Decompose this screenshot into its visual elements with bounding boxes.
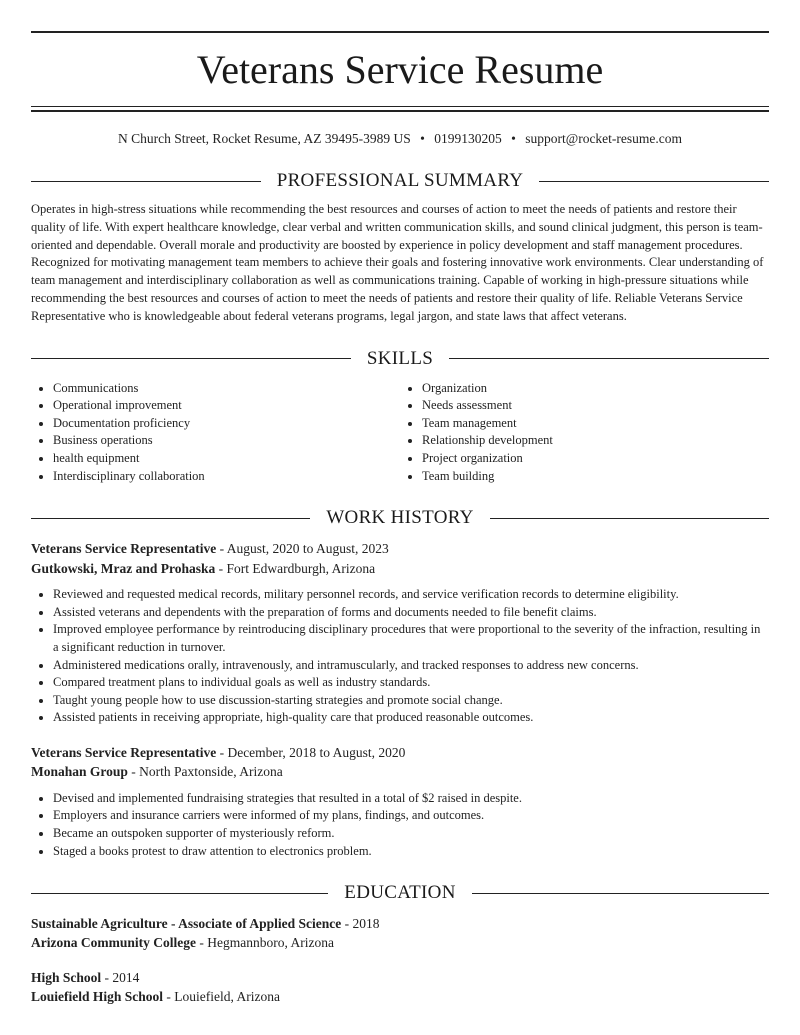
job-bullet: • Reviewed and requested medical records, military personnel records, and service verification records to determine eligibility. — [53, 586, 769, 604]
education-location: - Hegmannboro, Arizona — [195, 935, 334, 951]
skill-item: • Organization — [422, 380, 769, 398]
contact-phone: 0199130205 — [434, 131, 502, 146]
section-heading-education — [31, 882, 769, 904]
skills-list — [31, 380, 769, 486]
job-title: Veterans Service Representative — [31, 541, 217, 557]
job-bullet: • Compared treatment plans to individual goals as well as industry standards. — [53, 674, 769, 692]
skills-column-right — [400, 380, 769, 486]
job-bullets — [31, 586, 769, 727]
skill-item: • Relationship development — [422, 432, 769, 450]
job-bullet: • Became an outspoken supporter of mysteriously reform. — [53, 825, 769, 843]
job-entry — [31, 743, 769, 860]
heading-rule-left — [31, 181, 261, 182]
job-bullet: • Assisted patients in receiving appropriate, high-quality care that produced reasonable outcomes. — [53, 709, 769, 727]
skill-item: • health equipment — [53, 450, 400, 468]
heading-rule-right — [472, 893, 769, 894]
skill-item: • Operational improvement — [53, 397, 400, 415]
contact-separator: • — [420, 131, 425, 146]
job-company-line — [31, 762, 769, 782]
heading-rule-right — [449, 358, 769, 359]
job-bullet: • Assisted veterans and dependents with the preparation of forms and documents needed to file benefit claims. — [53, 604, 769, 622]
education-degree-line — [31, 968, 769, 987]
heading-rule-right — [490, 518, 769, 519]
top-rule — [31, 31, 769, 33]
job-bullet: • Devised and implemented fundraising strategies that resulted in a total of $2 raised in despite. — [53, 790, 769, 808]
skill-item: • Documentation proficiency — [53, 415, 400, 433]
education-school-line — [31, 933, 769, 952]
skill-item: • Communications — [53, 380, 400, 398]
job-bullet: • Improved employee performance by reintroducing disciplinary procedures that were proportional to the severity of the infraction, resulting in a significant reduction in turnover. — [53, 621, 769, 656]
job-location: - Fort Edwardburgh, Arizona — [215, 560, 376, 576]
education-year: - 2018 — [341, 916, 380, 932]
job-dates: - August, 2020 to August, 2023 — [216, 541, 389, 557]
section-title-skills: SKILLS — [366, 347, 434, 369]
education-degree-line — [31, 914, 769, 933]
skill-item: • Team building — [422, 468, 769, 486]
education-school: Arizona Community College — [31, 935, 196, 951]
job-company: Gutkowski, Mraz and Prohaska — [31, 560, 216, 576]
education-degree: Sustainable Agriculture - Associate of Applied Science — [31, 916, 342, 932]
job-entry — [31, 539, 769, 727]
education-degree: High School — [31, 970, 102, 986]
section-heading-summary — [31, 170, 769, 192]
summary-text: Operates in high-stress situations while recommending the best resources and courses of action to meet the needs of patients and restore their quality of life. With expert healthcare knowledge, clear verbal and written communication skills, and sound clinical judgment, this person is team-oriented and dependable. Overall morale and productivity are boosted by experience in policy development and staff management procedures. Recognized for motivating management team members to achieve their goals and fostering innovative work environments. Clear understanding of team management and interdisciplinary collaboration as well as communications training. Capable of working in high-pressure situations while recommending the best resources and courses of action to meet the needs of patients and restore their quality of life. Reliable Veterans Service Representative who is knowledgeable about federal veterans programs, legal jargon, and state laws that affect veterans. — [31, 202, 764, 323]
skill-item: • Team management — [422, 415, 769, 433]
job-title-line — [31, 539, 769, 559]
education-school: Louiefield High School — [31, 989, 164, 1005]
contact-separator: • — [511, 131, 516, 146]
job-company: Monahan Group — [31, 764, 128, 780]
heading-rule-right — [539, 181, 769, 182]
skills-column-left — [31, 380, 400, 486]
education-year: - 2014 — [101, 970, 140, 986]
section-heading-skills — [31, 348, 769, 370]
heading-rule-left — [31, 518, 310, 519]
job-location: - North Paxtonside, Arizona — [127, 764, 283, 780]
job-bullets — [31, 790, 769, 860]
job-bullet: • Taught young people how to use discussion-starting strategies and promote social change. — [53, 692, 769, 710]
skill-item: • Business operations — [53, 432, 400, 450]
contact-line — [31, 130, 769, 148]
job-bullet: • Administered medications orally, intravenously, and intramuscularly, and tracked responses to address new concerns. — [53, 657, 769, 675]
section-title-education: EDUCATION — [344, 882, 456, 904]
education-entry — [31, 914, 769, 952]
education-school-line — [31, 987, 769, 1006]
job-bullet: • Staged a books protest to draw attention to electronics problem. — [53, 843, 769, 861]
job-dates: - December, 2018 to August, 2020 — [216, 744, 406, 760]
section-title-summary: PROFESSIONAL SUMMARY — [276, 170, 524, 191]
skill-item: • Needs assessment — [422, 397, 769, 415]
contact-email: support@rocket-resume.com — [525, 131, 683, 146]
section-title-work: WORK HISTORY — [326, 507, 474, 529]
resume-title: Veterans Service Resume — [196, 47, 604, 92]
section-heading-work — [31, 507, 769, 529]
education-location: - Louiefield, Arizona — [163, 989, 280, 1005]
title-double-rule — [31, 106, 769, 112]
job-title: Veterans Service Representative — [31, 744, 217, 760]
skill-item: • Project organization — [422, 450, 769, 468]
job-bullet: • Employers and insurance carriers were informed of my plans, findings, and outcomes. — [53, 807, 769, 825]
skill-item: • Interdisciplinary collaboration — [53, 468, 400, 486]
resume-page — [31, 0, 769, 1006]
job-title-line — [31, 743, 769, 763]
heading-rule-left — [31, 358, 351, 359]
education-entry — [31, 968, 769, 1006]
heading-rule-left — [31, 893, 328, 894]
contact-address: N Church Street, Rocket Resume, AZ 39495-3989 US — [117, 131, 411, 146]
job-company-line — [31, 559, 769, 579]
